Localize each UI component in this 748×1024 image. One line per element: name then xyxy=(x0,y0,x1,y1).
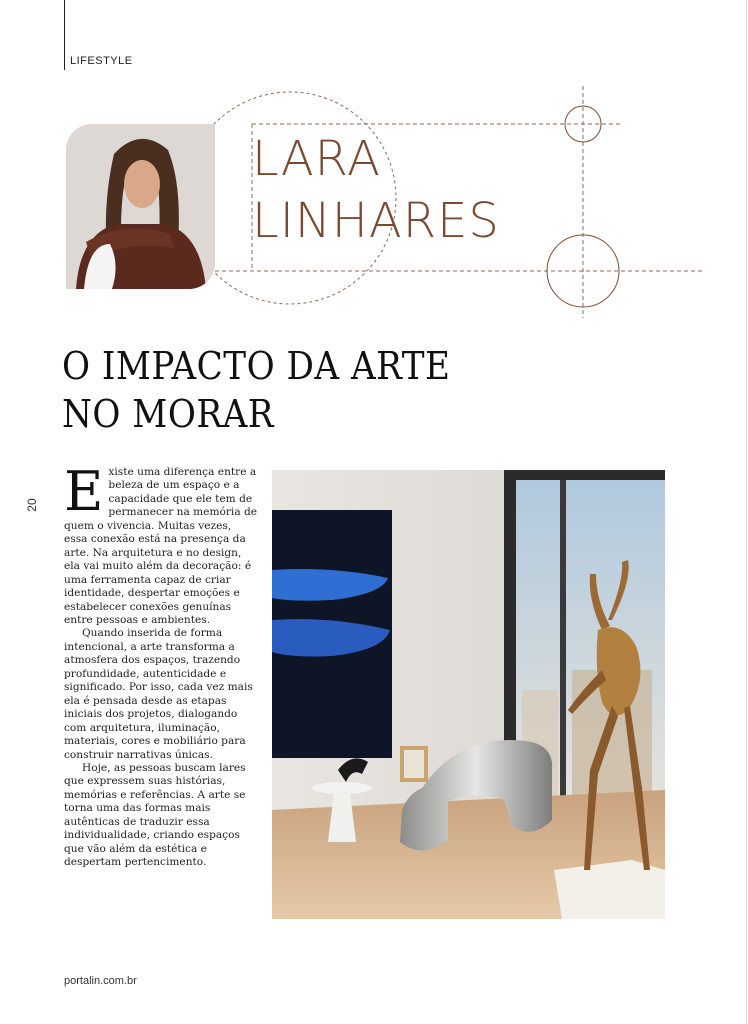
headline xyxy=(62,342,562,438)
headline-line-2: NO MORAR xyxy=(62,392,275,436)
article-paragraph-3: Hoje, as pessoas buscam lares que expressem suas histórias, memórias e referências. A arte se torna uma das formas mais autênticas de traduzir essa individualidade, criando espaços que vão além da estética e despertam pertencimento. xyxy=(64,761,246,869)
frame-left-line xyxy=(64,0,65,70)
author-name xyxy=(252,128,500,252)
article-paragraph-1 xyxy=(64,460,258,627)
section-label: LIFESTYLE xyxy=(70,55,133,67)
article-body xyxy=(64,460,258,870)
frame-right-line xyxy=(746,0,747,1024)
drop-cap: E xyxy=(64,460,104,523)
paragraph-1-text: xiste uma diferença entre a beleza de um espaço e a capacidade que ele tem de permanecer na memória de quem o vivencia. Muitas vezes, essa conexão está na presença da arte. Na arquitetura e no design, ela vai muito além da decoração: é uma ferramenta capaz de criar identidade, despertar emoções e estabelecer conexões genuínas entre pessoas e ambientes. xyxy=(64,466,258,626)
interior-art-photo xyxy=(272,470,665,919)
headline-line-1: O IMPACTO DA ARTE xyxy=(62,344,451,388)
page-number: 20 xyxy=(25,498,39,512)
footer-url[interactable]: portalin.com.br xyxy=(64,975,137,987)
author-first-name: LARA xyxy=(252,131,381,187)
author-portrait xyxy=(66,124,215,289)
article-paragraph-2: Quando inserida de forma intencional, a arte transforma a atmosfera dos espaços, trazendo profundidade, autenticidade e significado. Por isso, cada vez mais ela é pensada desde as etapas iniciais dos projetos, dialogando com arquitetura, iluminação, materiais, cores e mobiliário para construir narrativas únicas. xyxy=(64,627,253,761)
author-last-name: LINHARES xyxy=(252,193,500,249)
